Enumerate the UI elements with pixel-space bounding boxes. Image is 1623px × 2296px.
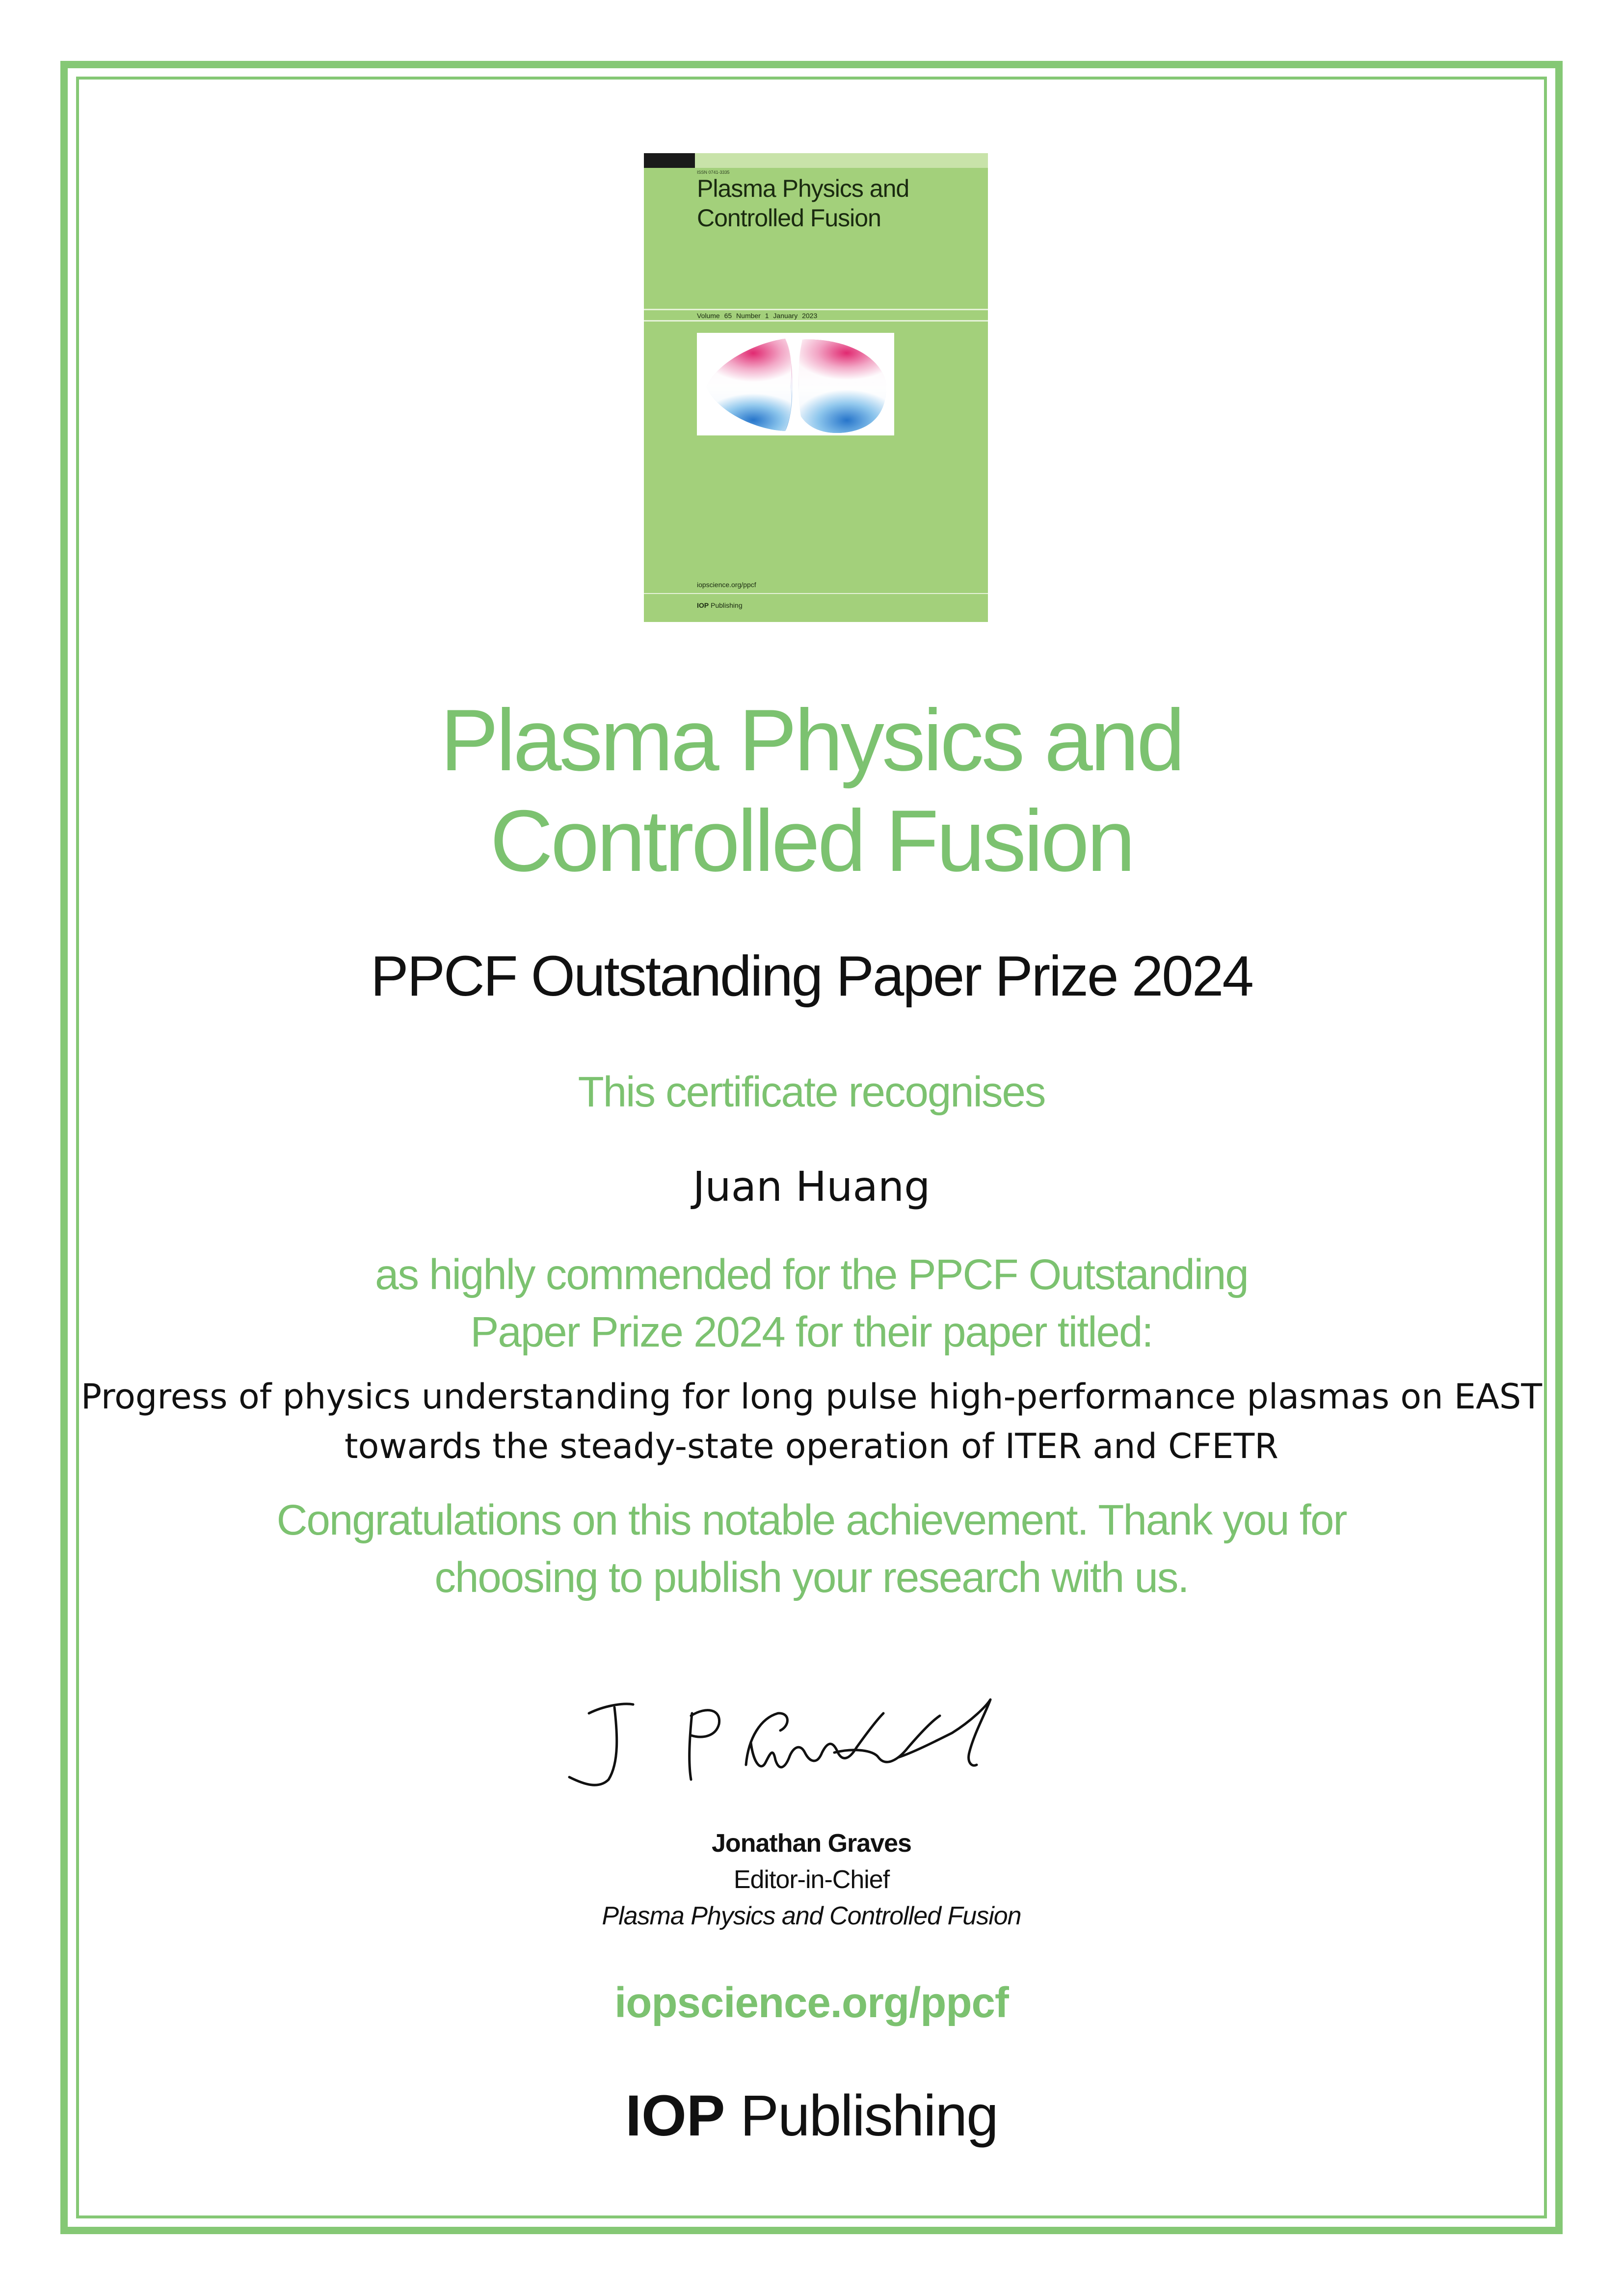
publisher-logo — [0, 2081, 1623, 2150]
cover-publisher-brand: IOP — [697, 601, 709, 609]
journal-title — [0, 690, 1623, 891]
cover-divider — [644, 593, 988, 594]
cover-top-strip — [644, 153, 988, 168]
handwritten-signature — [559, 1679, 1070, 1797]
commendation-line-2: Paper Prize 2024 for their paper titled: — [470, 1308, 1153, 1356]
journal-cover — [644, 153, 988, 622]
cover-url: iopscience.org/ppcf — [697, 581, 756, 589]
journal-title-line-2: Controlled Fusion — [490, 792, 1133, 890]
paper-title-line-2: towards the steady-state operation of ITER and CFETR — [345, 1426, 1278, 1466]
prize-title: PPCF Outstanding Paper Prize 2024 — [371, 944, 1252, 1008]
signatory-role: Editor-in-Chief — [733, 1865, 890, 1894]
cover-plasma-image — [697, 333, 894, 435]
signatory-journal: Plasma Physics and Controlled Fusion — [602, 1902, 1021, 1930]
commendation-line-1: as highly commended for the PPCF Outstanding — [375, 1251, 1248, 1298]
cover-title: Plasma Physics and Controlled Fusion — [697, 175, 909, 232]
cover-volume-info: Volume 65 Number 1 January 2023 — [697, 312, 818, 320]
commendation-text — [0, 1246, 1623, 1361]
congratulations-line-2: choosing to publish your research with us. — [434, 1554, 1189, 1601]
congratulations-text — [0, 1491, 1623, 1606]
cover-black-bar — [644, 153, 695, 168]
paper-title — [0, 1372, 1623, 1471]
journal-title-line-1: Plasma Physics and — [440, 691, 1183, 789]
publisher-word: Publishing — [740, 2083, 998, 2148]
plasma-cross-section-graphic — [697, 333, 894, 435]
cover-issn: ISSN 0741-3335 — [697, 170, 730, 175]
cover-divider — [644, 309, 988, 310]
recognises-text: This certificate recognises — [578, 1068, 1045, 1116]
journal-website-link[interactable]: iopscience.org/ppcf — [614, 1979, 1009, 2026]
signatory-name: Jonathan Graves — [712, 1829, 911, 1858]
cover-publisher-logo — [697, 601, 743, 609]
cover-divider — [644, 320, 988, 322]
congratulations-line-1: Congratulations on this notable achievement. Thank you for — [276, 1496, 1347, 1544]
cover-publisher-word: Publishing — [711, 601, 743, 609]
publisher-brand: IOP — [625, 2083, 725, 2148]
recipient-name: Juan Huang — [692, 1162, 931, 1211]
paper-title-line-1: Progress of physics understanding for long pulse high-performance plasmas on EAST — [80, 1377, 1543, 1417]
